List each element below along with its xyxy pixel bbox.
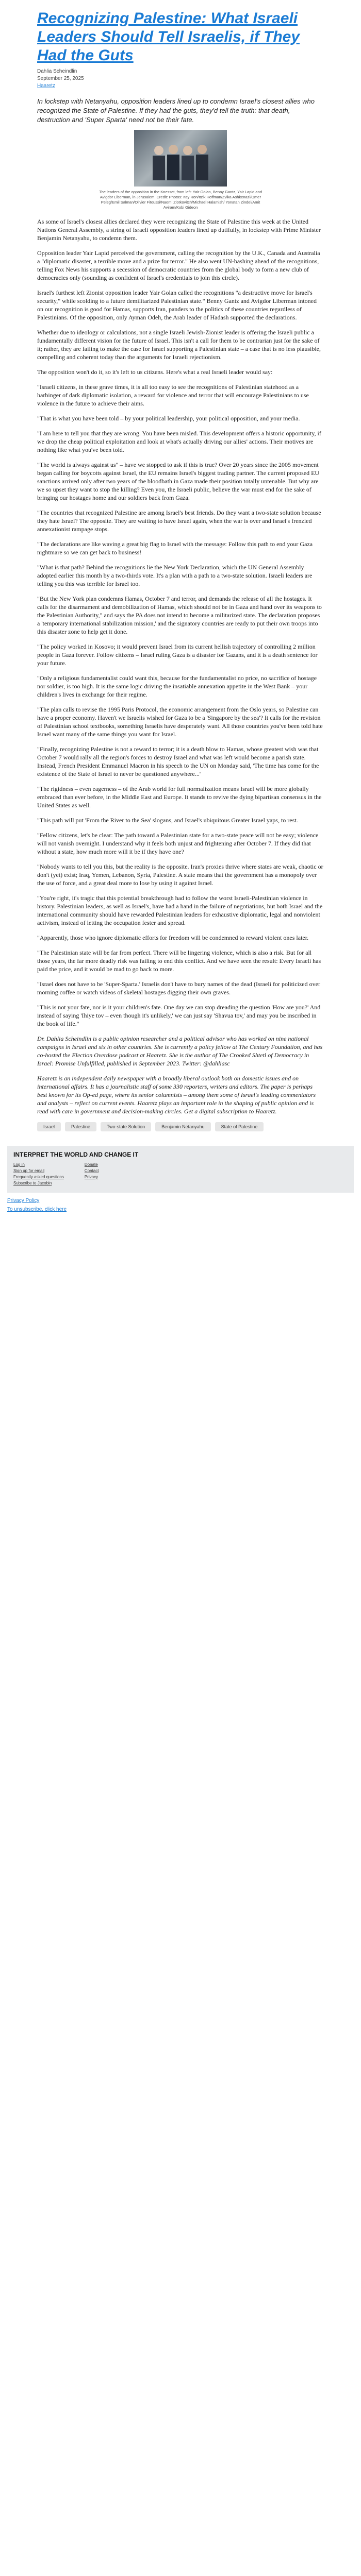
footer-link[interactable]: Sign up for email <box>13 1168 45 1173</box>
body-paragraph: As some of Israel's closest allies declared they were recognizing the State of Palestine this week at the United Nations General Assembly, a string of Israeli opposition leaders lined up dutifully, in lockstep with Prime Minister Benjamin Netanyahu, to condemn them. <box>37 218 321 242</box>
body-paragraph: Opposition leader Yair Lapid perceived the government, calling the recognition by the U.K., Canada and Australia a "diplomatic disaster, a terrible move and a prize for terror." He also went UN-bashing ahead of the recognitions, telling Fox News his supports a secession of democratic countries from the global body to form a new club of democracies only (sounding as confident of Israel's credentials to join this circle). <box>37 249 320 281</box>
article <box>37 9 324 1131</box>
body-paragraph: "Nobody wants to tell you this, but the reality is the opposite. Iran's proxies thrive where states are weak, chaotic or don't (yet) exist; Iraq, Yemen, Lebanon, Syria, Palestine. A state means that the government has a monopoly over the use of force, and a great deal more to lose by using it against Israel. <box>37 863 323 887</box>
page <box>0 0 361 1215</box>
publish-date: September 25, 2025 <box>37 76 84 81</box>
footer-link[interactable]: Subscribe to Jacobin <box>13 1181 52 1185</box>
body-paragraph: "Finally, recognizing Palestine is not a reward to terror; it is a death blow to Hamas, whose greatest wish was that October 7 would rally all the region's forces to destroy Israel and what was left would become a parish state. Instead, French President Emmanuel Macron in his speech to the UN on Monday said, 'The time has come for the existence of the State of Israel to never be questioned anywhere...' <box>37 745 319 777</box>
tag-chip[interactable]: Israel <box>37 1122 61 1131</box>
footer-heading: INTERPRET THE WORLD AND CHANGE IT <box>13 1151 139 1158</box>
author: Dahlia Scheindlin <box>37 69 77 74</box>
body-paragraph: "But the New York plan condemns Hamas, October 7 and terror, and demands the release of all the hostages. It calls for the disarmament and demobilization of Hamas, which should not be in Gaza and hand over its weapons to the Palestinian Authority," and says the PA does not intend to become a militarized state. The declaration proposes a 'temporary international stabilization mission,' and the signatory countries are ready to put their own troops into this disaster zone to help get it done. <box>37 595 322 635</box>
source-link[interactable]: Haaretz <box>37 83 56 89</box>
body-paragraph: "Fellow citizens, let's be clear: The path toward a Palestinian state for a two-state peace will not be easy; violence will not vanish overnight. I understand why it feels both unjust and frightening after October 7. If they did that without a state, how much more will it be if they have one? <box>37 832 319 855</box>
footer-link[interactable]: Donate <box>84 1162 98 1167</box>
portraits-icon <box>150 139 211 180</box>
body-paragraph: "This path will put 'From the River to the Sea' slogans, and Israel's ubiquitous Greater Israel yaps, to rest. <box>37 817 298 824</box>
article-body <box>37 217 324 1028</box>
tag-chip[interactable]: Palestine <box>65 1122 96 1131</box>
body-paragraph: "The plan calls to revise the 1995 Paris Protocol, the economic arrangement from the Oslo years, so Palestine can have a proper economy. Haven't we Israelis wished for Gaza to be a 'Singapore by the sea'? It calls for the revision of Palestinian school textbooks, something Israelis have desperately want. All those countries you've been told hate Israel want many of the same things you want for Israel. <box>37 706 323 738</box>
unsubscribe-link[interactable]: To unsubscribe, click here <box>7 1207 67 1212</box>
tag-chip[interactable]: Benjamin Netanyahu <box>155 1122 211 1131</box>
body-paragraph: "I am here to tell you that they are wrong. You have been misled. This development offers a historic opportunity, if we drop the cheap political exploitation and look at what's actually driving our allies' actions. Their motives are nothing like what you've been told. <box>37 430 321 453</box>
footer-column-2 <box>85 1162 99 1185</box>
hero-image <box>134 130 227 187</box>
body-paragraph: "The Palestinian state will be far from perfect. There will be lingering violence, which is also a risk. But for all those years, the far more deadly risk was failing to end this conflict. And we have seen the result: Every Israeli has paid the price, and it would be mad to go back to more. <box>37 949 321 973</box>
body-paragraph: "Israel does not have to be 'Super-Sparta.' Israelis don't have to bury names of the dead (Israeli for politicized over morning coffee or watch videos of skeletal hostages digging their own graves. <box>37 980 320 996</box>
body-paragraph: "This is not your fate, nor is it your children's fate. One day we can stop dreading the question 'How are you?' And instead of saying 'Ihiye tov – even though it's unlikely,' we can just say 'Shavua tov,' and may you be inscribed in the book of life." <box>37 1004 321 1027</box>
footer-link[interactable]: Frequently asked questions <box>13 1175 64 1179</box>
footer-columns <box>13 1162 348 1185</box>
body-paragraph: "That is what you have been told – by your political leadership, your political opposition, and your media. <box>37 415 300 422</box>
tag-chip[interactable]: Two-state Solution <box>101 1122 151 1131</box>
footer-link[interactable]: Privacy <box>84 1175 99 1179</box>
body-paragraph: Whether due to ideology or calculations, not a single Israeli Jewish-Zionist leader is offering the Israeli public a fundamentally different vision for the future of Israel. This isn't a call for them to be contrarian just for the sake of it; rather, they are failing to make the case for Israel supporting a Palestinian state – a case that is no less plausible, compelling and coherent today than the arguments for Israeli rejectionism. <box>37 329 321 361</box>
body-paragraph: "The declarations are like waving a great big flag to Israel with the message: Follow this path to end your Gaza nightmare so we can get back to business! <box>37 540 313 556</box>
article-deck: In lockstep with Netanyahu, opposition leaders lined up to condemn Israel's closest allies who recognized the State of Palestine. If they had the guts, they'd tell the truth: that death, destruction and 'Super Sparta' need not be their fate. <box>37 97 315 124</box>
body-paragraph: Israel's furthest left Zionist opposition leader Yair Golan called the recognitions "a destructive move for Israel's security," while scolding to a future demilitarized Palestinian state." Benny Gantz and Avigdor Liberman intoned on our recognition is good for Hamas, supports Iran, panders to the politics of these countries regardless of Palestinians. Of the opposition, only Ayman Odeh, the Arab leader of Hadash supported the declarations. <box>37 289 317 321</box>
footer <box>7 1146 354 1193</box>
bio-paragraph: Dr. Dahlia Scheindlin is a public opinion researcher and a political advisor who has worked on nine national campaigns in Israel and six in other countries. She is currently a policy fellow at The Century Foundation, and has co-hosted the Election Overdose podcast at Haaretz. She is the author of The Crooked Shtetl of Democracy in Israel: Promise Unfulfilled, published in September 2023. Twitter: @dahliasc <box>37 1035 323 1067</box>
body-paragraph: "The countries that recognized Palestine are among Israel's best friends. Do they want a two-state solution because they hate Israel? The opposite. They are waiting to have Israel again, when the war is over and Israel's frenzied annexationist rampage stops. <box>37 509 321 533</box>
tag-chip[interactable]: State of Palestine <box>215 1122 264 1131</box>
article-title[interactable]: Recognizing Palestine: What Israeli Leaders Should Tell Israelis, if They Had the Guts <box>37 10 300 64</box>
body-paragraph: "The rigidness – even eagerness – of the Arab world for full normalization means Israel will be more globally embraced than ever before, in the Middle East and Europe. It stands to revive the dying bipartisan consensus in the United States as well. <box>37 785 322 809</box>
footer-column-1 <box>13 1162 64 1185</box>
body-paragraph: "Apparently, those who ignore diplomatic efforts for freedom will be condemned to reward violent ones later. <box>37 934 309 941</box>
byline <box>37 68 324 90</box>
body-paragraph: "The policy worked in Kosovo; it would prevent Israel from its current hellish trajectory of controlling 2 million people in Gaza forever. Follow citizens – Israel ruling Gaza is a disaster for Gazans, and it is a death sentence for your future. <box>37 643 318 667</box>
body-paragraph: "Only a religious fundamentalist could want this, because for the fundamentalist no price, no sacrifice of hostage nor soldier, is too high. It is the same logic driving the insatiable annexation appetite in the West Bank – your children's lives in exchange for their regime. <box>37 674 317 698</box>
body-paragraph: "You're right, it's tragic that this potential breakthrough had to follow the worst Israeli-Palestinian violence in history. Palestinian leaders, as well as Israel's, have had a hand in the failure of negotiations, but both Israel and the international community should have rewarded Palestinian leaders for exhaustive diplomatic, legal and nonviolent activism, instead of letting the occupation fester and spread. <box>37 894 323 926</box>
image-caption: The leaders of the opposition in the Knesset, from left: Yair Golan, Benny Gantz, Yair Lapid and Avigdor Liberman, in Jerusalem. Credit: Photos: Itay Ron/Itzik Hoffman/Zvika Ashkenazi/Omer Peleg/Emil Salman/Olivier Fitoussi/Naomi Zlotkovitch/Michael Halamish/ Yonatan Zindel/Amit Aviram/Kobi Gideon <box>99 190 262 210</box>
footer-link[interactable]: Contact <box>84 1168 99 1173</box>
body-paragraph: "Israeli citizens, in these grave times, it is all too easy to see the recognitions of Palestinian statehood as a harbinger of dark diplomatic isolation, a reward for violence and terror that will encourage Palestinians to use violence in the future to achieve their aims. <box>37 383 309 407</box>
bio-paragraph: Haaretz is an independent daily newspaper with a broadly liberal outlook both on domestic issues and on international affairs. It has a journalistic staff of some 330 reporters, writers and editors. The paper is perhaps best known for its Op-ed page, where its senior columnists – among them some of Israel's leading commentators and analysts – reflect on current events. Haaretz plays an important role in the shaping of public opinion and is read with care in government and decision-making circles. Get a digital subscription to Haaretz. <box>37 1075 316 1115</box>
tag-list <box>37 1122 324 1131</box>
body-paragraph: "The world is always against us" – have we stopped to ask if this is true? Over 20 years since the 2005 movement began calling for boycotts against Israel, the EU remains Israel's biggest trading partner. The current proposed EU sanctions arrived only after two years of the bloodbath in Gaza made their position totally untenable. But why are we so upset they want to stop the killing? Even you, the Israeli public, believe the war must end for the sake of bringing our hostages home and our soldiers back from Gaza. <box>37 461 320 501</box>
author-bio <box>37 1035 324 1115</box>
privacy-policy-link[interactable]: Privacy Policy <box>7 1198 40 1204</box>
bottom-links <box>7 1198 354 1212</box>
footer-link[interactable]: Log in <box>13 1162 25 1167</box>
body-paragraph: "What is that path? Behind the recognitions lie the New York Declaration, which the UN General Assembly adopted earlier this month by a two-thirds vote. It's a plan with a path to a two-state solution. Israeli leaders are telling you this was terrible for Israel too. <box>37 564 313 587</box>
body-paragraph: The opposition won't do it, so it's left to us citizens. Here's what a real Israeli leader would say: <box>37 368 273 376</box>
